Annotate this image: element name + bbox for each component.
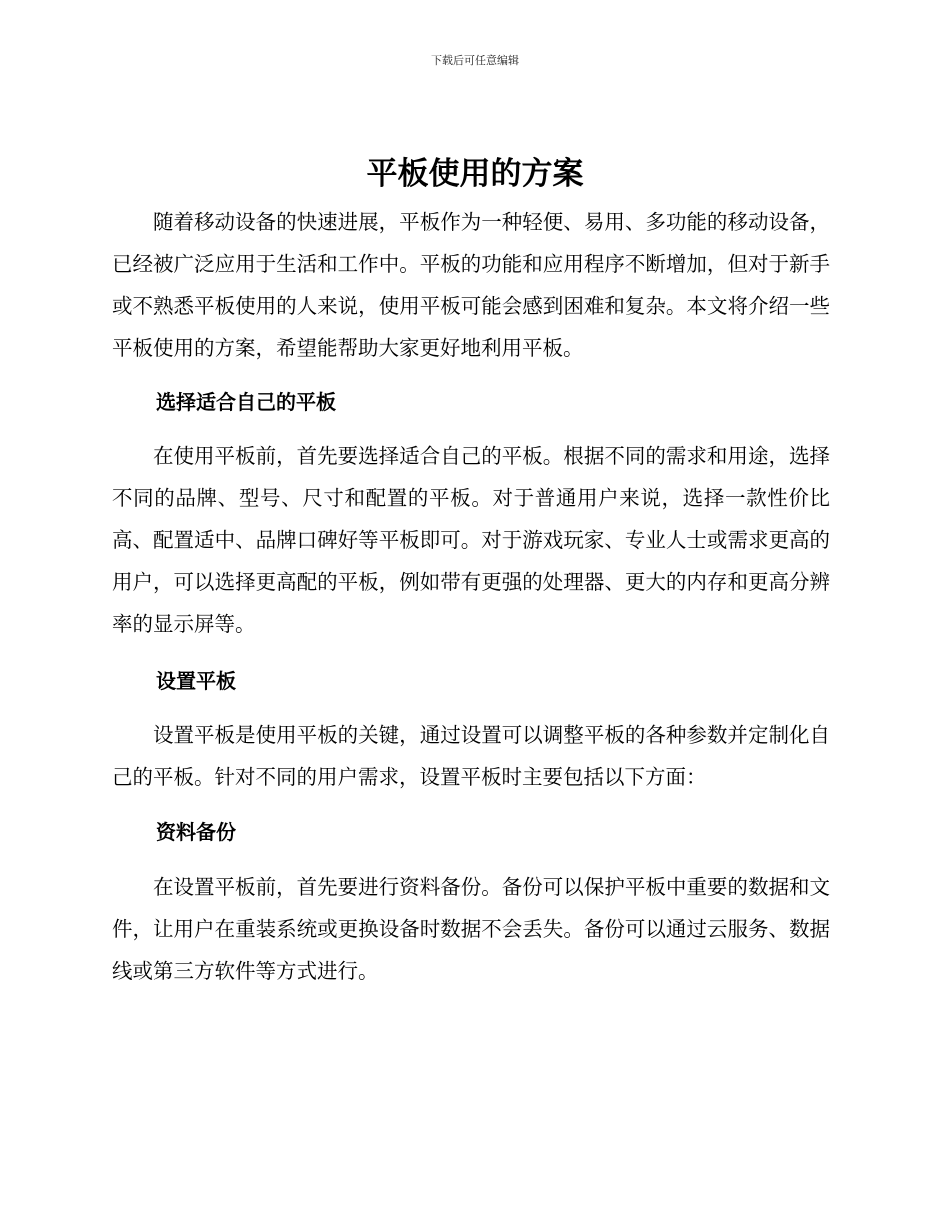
section-body-choose-tablet: 在使用平板前，首先要选择适合自己的平板。根据不同的需求和用途，选择不同的品牌、型号、尺寸和配置的平板。对于普通用户来说，选择一款性价比高、配置适中、品牌口碑好等平板即可。对于游戏玩家、专业人士或需求更高的用户，可以选择更高配的平板，例如带有更强的处理器、更大的内存和更高分辨率的显示屏等。 (112, 444, 830, 636)
page-header: 下载后可任意编辑 (431, 54, 519, 67)
section-heading-data-backup: 资料备份 (156, 820, 236, 844)
section-body-setup-tablet: 设置平板是使用平板的关键，通过设置可以调整平板的各种参数并定制化自己的平板。针对不同的用户需求，设置平板时主要包括以下方面： (112, 723, 830, 789)
intro-paragraph: 随着移动设备的快速进展，平板作为一种轻便、易用、多功能的移动设备，已经被广泛应用于生活和工作中。平板的功能和应用程序不断增加，但对于新手或不熟悉平板使用的人来说，使用平板可能会感到困难和复杂。本文将介绍一些平板使用的方案，希望能帮助大家更好地利用平板。 (112, 210, 830, 360)
section-heading-choose-tablet: 选择适合自己的平板 (156, 390, 336, 414)
document-title: 平板使用的方案 (366, 156, 584, 192)
section-heading-setup-tablet: 设置平板 (156, 669, 236, 693)
section-body-data-backup: 在设置平板前，首先要进行资料备份。备份可以保护平板中重要的数据和文件，让用户在重装系统或更换设备时数据不会丢失。备份可以通过云服务、数据线或第三方软件等方式进行。 (112, 875, 830, 983)
